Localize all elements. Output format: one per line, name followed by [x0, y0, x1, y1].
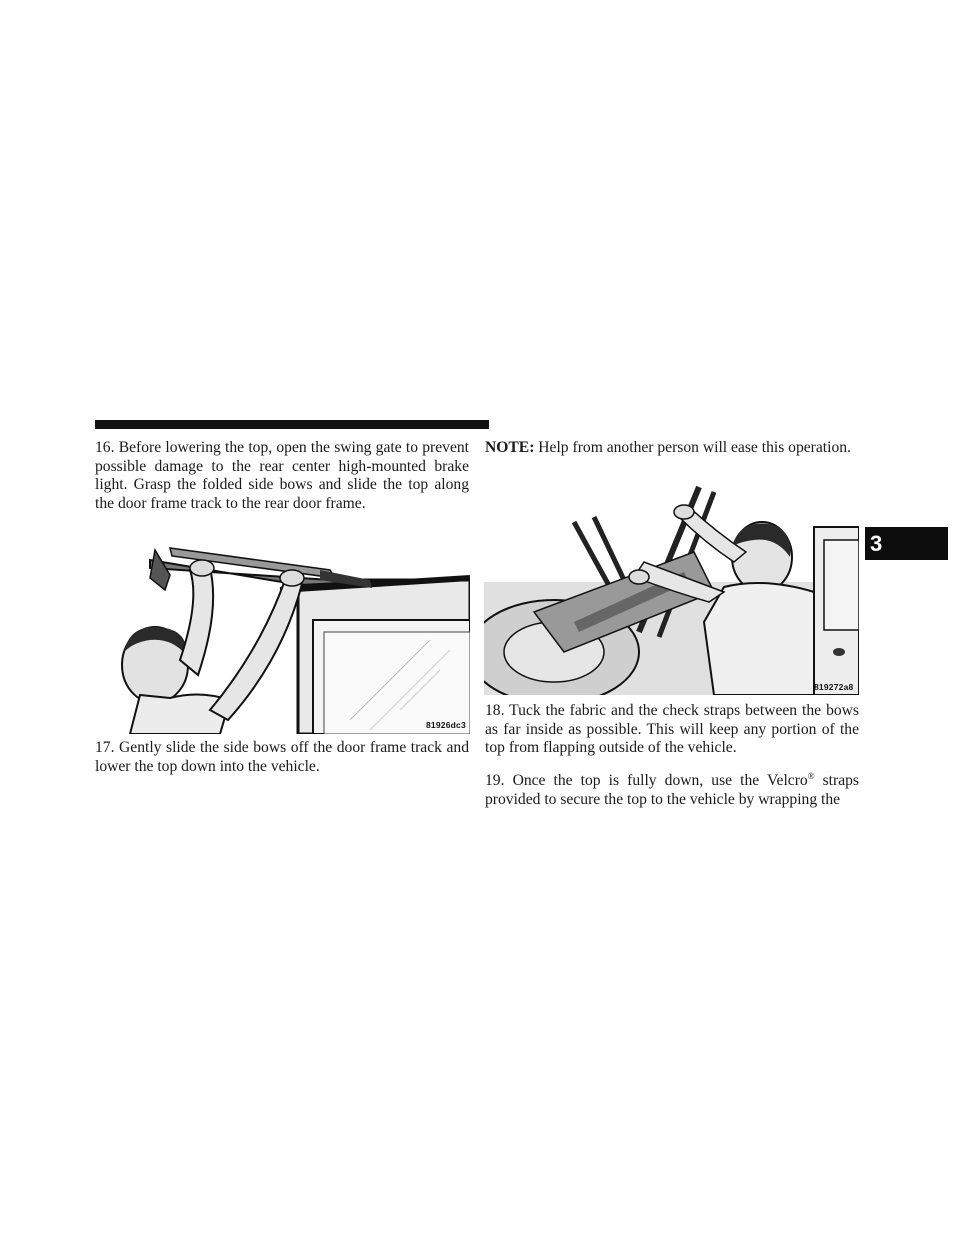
step-19-part1: 19. Once the top is fully down, use the Velcro: [485, 772, 808, 790]
registered-mark: ®: [807, 771, 815, 781]
figure-right-code: 819272a8: [814, 682, 854, 692]
step-17-text: 17. Gently slide the side bows off the door frame track and lower the top down into the vehicle.: [95, 739, 469, 775]
note-text: Help from another person will ease this operation.: [538, 439, 851, 456]
step-18-text: 18. Tuck the fabric and the check straps between the bows as far inside as possible. This will keep any portion of the top from flapping outside of the vehicle.: [485, 702, 859, 757]
chapter-number: 3: [870, 531, 883, 556]
figure-right-illustration: [484, 482, 859, 695]
note-label: NOTE:: [485, 439, 535, 456]
step-19-part2: straps provided to secure the top to the vehicle by wrapping the: [485, 772, 859, 808]
step-19-text: [485, 767, 859, 809]
figure-left-code: 81926dc3: [426, 720, 466, 730]
man-sliding-top-icon: [110, 540, 470, 734]
man-lowering-top-icon: [484, 482, 859, 695]
chapter-tab: [865, 527, 948, 560]
figure-left-illustration: [110, 540, 470, 734]
section-rule-bar: [95, 420, 489, 429]
step-16-text: 16. Before lowering the top, open the swing gate to prevent possible damage to the rear center high-mounted brake light. Grasp the folded side bows and slide the top along the door frame track to the rear door frame.: [95, 439, 469, 512]
note-paragraph: [485, 439, 859, 458]
